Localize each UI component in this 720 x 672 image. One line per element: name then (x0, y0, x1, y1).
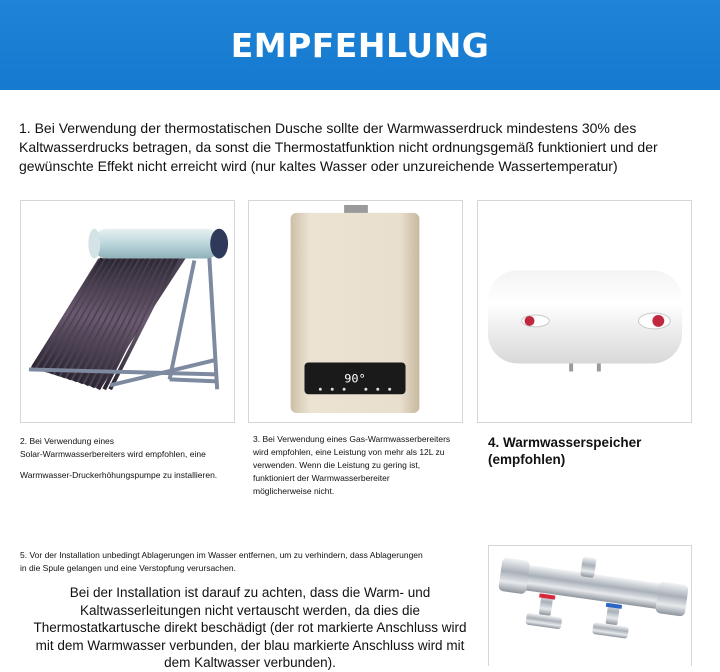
caption-line: verwenden. Wenn die Leistung zu gering ist, (253, 460, 421, 470)
storage-heater-caption (488, 434, 698, 468)
caption-line: 2. Bei Verwendung eines (20, 436, 115, 446)
gas-heater-image (248, 200, 463, 423)
warning-line: Kaltwasserleitungen nicht vertauscht werden, da dies die (80, 602, 420, 618)
caption-line: Solar-Warmwasserbereiters wird empfohlen, eine (20, 449, 206, 459)
solar-heater-image (20, 200, 235, 423)
caption-line: funktioniert der Warmwasserbereiter (253, 473, 390, 483)
note-line: in die Spule gelangen und eine Verstopfung verursachen. (20, 563, 236, 573)
caption-line: Warmwasser-Druckerhöhungspumpe zu installieren. (20, 470, 218, 480)
warning-line: Thermostatkartusche direkt beschädigt (der rot markierte Anschluss wird (33, 620, 467, 635)
cleaning-note (20, 549, 490, 575)
thermostat-valve-image (488, 545, 692, 666)
warning-line: Bei der Installation ist darauf zu achten, dass die Warm- und (69, 585, 431, 600)
intro-text: 1. Bei Verwendung der thermostatischen Dusche sollte der Warmwasserdruck mindestens 30% des Kaltwasserdrucks betragen, da sonst die Thermostatfunktion nicht ordnungsgemäß funktioniert und der gewünschte Effekt nicht erreicht wird (nur kaltes Wasser oder unzureichende Wassertemperatur) (19, 120, 658, 174)
thermostat-valve-illustration (489, 546, 691, 666)
solar-heater-illustration (21, 201, 234, 422)
gas-heater-caption (253, 433, 483, 498)
heater-display-temp: 90° (344, 371, 366, 386)
caption-line: (empfohlen) (488, 452, 566, 467)
caption-line: 3. Bei Verwendung eines Gas-Warmwasserbereiters (253, 434, 451, 444)
solar-heater-caption (20, 435, 245, 482)
storage-heater-image (477, 200, 692, 423)
storage-heater-illustration (478, 201, 691, 422)
installation-warning (20, 584, 480, 672)
warning-line: dem Kaltwasser verbunden). (164, 655, 336, 670)
header-banner (0, 0, 720, 90)
note-line: 5. Vor der Installation unbedingt Ablagerungen im Wasser entfernen, um zu verhindern, dass Ablagerungen (20, 550, 423, 560)
gas-heater-illustration (249, 201, 462, 422)
warning-line: mit dem Warmwasser verbunden, der blau markierte Anschluss wird mit (35, 637, 465, 653)
caption-line: 4. Warmwasserspeicher (488, 435, 642, 450)
caption-line: möglicherweise nicht. (253, 486, 335, 496)
page-title: EMPFEHLUNG (230, 25, 490, 65)
caption-line: wird empfohlen, eine Leistung von mehr als 12L zu (253, 447, 445, 457)
